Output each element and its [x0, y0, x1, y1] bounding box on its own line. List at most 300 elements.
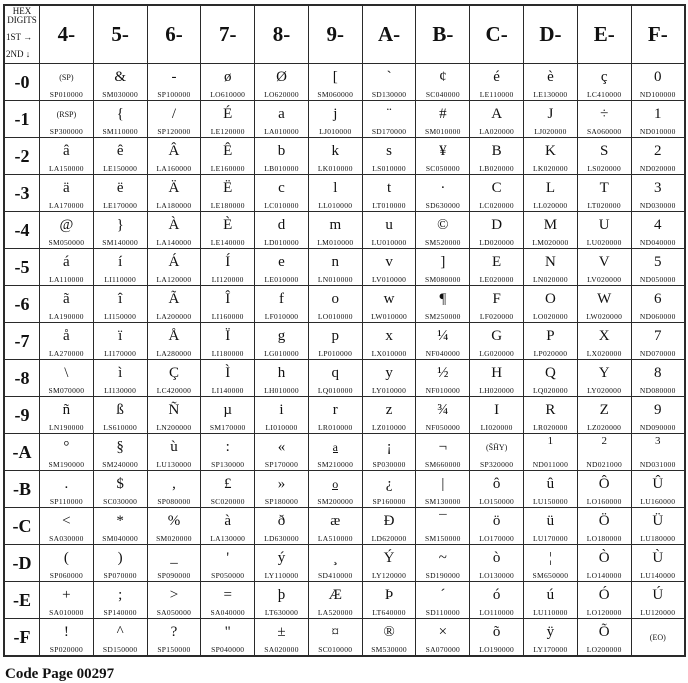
character-glyph: F	[492, 291, 501, 307]
gcgid-code: LT010000	[372, 201, 406, 210]
character-glyph: b	[277, 143, 286, 159]
cell-70	[201, 64, 255, 101]
cell-content	[578, 434, 631, 470]
gcgid-code: SM030000	[102, 90, 139, 99]
cell-46	[40, 286, 94, 323]
character-glyph: Ê	[223, 143, 233, 159]
gcgid-code: LC410000	[586, 90, 622, 99]
cell-C7	[470, 323, 524, 360]
character-glyph: ©	[437, 217, 449, 233]
cell-E4	[577, 212, 631, 249]
cell-content	[94, 397, 147, 433]
gcgid-code: LV020000	[587, 275, 622, 284]
gcgid-code: LA140000	[156, 238, 192, 247]
gcgid-code: LA170000	[48, 201, 84, 210]
gcgid-code: LN200000	[156, 423, 192, 432]
cell-66	[147, 286, 201, 323]
cell-99	[308, 397, 362, 434]
character-glyph: a	[332, 440, 338, 454]
character-glyph: ¦	[548, 550, 552, 566]
gcgid-code: SP030000	[372, 460, 406, 469]
gcgid-code: NF040000	[425, 349, 461, 358]
cell-F7	[631, 323, 685, 360]
cell-8B	[255, 471, 309, 508]
cell-content	[632, 508, 684, 544]
cell-content	[470, 619, 523, 655]
gcgid-code: ND021000	[586, 460, 623, 469]
cell-content	[470, 323, 523, 359]
cell-40	[40, 64, 94, 101]
gcgid-code: LO130000	[479, 571, 515, 580]
cell-content	[201, 249, 254, 285]
cell-6E	[147, 582, 201, 619]
cell-44	[40, 212, 94, 249]
cell-86	[255, 286, 309, 323]
gcgid-code: LQ020000	[532, 386, 568, 395]
cell-content	[416, 286, 469, 322]
cell-B3	[416, 175, 470, 212]
cell-E5	[577, 249, 631, 286]
character-glyph: ¸	[332, 550, 338, 566]
cell-AA	[362, 434, 416, 471]
gcgid-code: SM080000	[424, 275, 461, 284]
cell-content	[309, 545, 362, 581]
cell-content	[578, 545, 631, 581]
gcgid-code: SP110000	[49, 497, 83, 506]
character-glyph: æ	[330, 513, 341, 529]
character-glyph: "	[224, 624, 231, 640]
cell-BA	[416, 434, 470, 471]
column-header-5: 5-	[93, 5, 147, 64]
cell-8C	[255, 508, 309, 545]
character-glyph: s	[386, 143, 392, 159]
gcgid-code: LP010000	[318, 349, 353, 358]
character-glyph: o	[331, 291, 340, 307]
table-row-8	[4, 360, 685, 397]
gcgid-code: LI120000	[211, 275, 244, 284]
character-glyph: 2	[654, 143, 662, 159]
cell-content	[363, 508, 416, 544]
gcgid-code: LU170000	[532, 534, 568, 543]
gcgid-code: SM210000	[317, 460, 354, 469]
cell-D7	[524, 323, 578, 360]
character-glyph: [	[332, 69, 338, 85]
character-glyph: :	[225, 439, 230, 455]
gcgid-code: LZ020000	[587, 423, 622, 432]
gcgid-code: SP040000	[211, 645, 245, 654]
first-digit-arrow: 1ST →	[6, 32, 33, 42]
gcgid-code: LT630000	[264, 608, 299, 617]
cell-content	[94, 64, 147, 100]
cell-content	[201, 175, 254, 211]
gcgid-code: SA030000	[49, 534, 84, 543]
cell-B7	[416, 323, 470, 360]
cell-content	[94, 471, 147, 507]
cell-content	[578, 64, 631, 100]
cell-content	[201, 101, 254, 137]
cell-AC	[362, 508, 416, 545]
cell-EF	[577, 619, 631, 657]
cell-content	[416, 582, 469, 618]
cell-4F	[40, 619, 94, 657]
character-glyph: U	[598, 217, 610, 233]
gcgid-code: ND011000	[532, 460, 569, 469]
cell-content	[201, 619, 254, 655]
cell-84	[255, 212, 309, 249]
cell-content	[201, 397, 254, 433]
gcgid-code: SP300000	[49, 127, 84, 136]
cell-64	[147, 212, 201, 249]
character-glyph: Y	[598, 365, 610, 381]
cell-A5	[362, 249, 416, 286]
character-glyph: (S̄H̄Y)	[485, 443, 508, 452]
cell-88	[255, 360, 309, 397]
cell-content	[148, 323, 201, 359]
cell-A3	[362, 175, 416, 212]
cell-E8	[577, 360, 631, 397]
character-glyph: M	[543, 217, 558, 233]
gcgid-code: SP070000	[103, 571, 137, 580]
gcgid-code: ND030000	[639, 201, 676, 210]
cell-content	[524, 619, 577, 655]
cell-61	[147, 101, 201, 138]
cell-content	[524, 64, 577, 100]
row-header-4: -4	[4, 212, 40, 249]
cell-content	[470, 212, 523, 248]
cell-content	[148, 545, 201, 581]
row-header-E: -E	[4, 582, 40, 619]
gcgid-code: LB020000	[479, 164, 514, 173]
character-glyph: ã	[63, 291, 70, 307]
gcgid-code: SM190000	[48, 460, 85, 469]
character-glyph: I	[494, 402, 500, 418]
cell-8F	[255, 619, 309, 657]
table-row-E	[4, 582, 685, 619]
gcgid-code: SM020000	[156, 534, 192, 543]
gcgid-code: ND010000	[639, 127, 676, 136]
cell-BC	[416, 508, 470, 545]
gcgid-code: LY020000	[587, 386, 622, 395]
gcgid-code: LG010000	[264, 349, 299, 358]
character-glyph: Ù	[652, 550, 664, 566]
cell-D8	[524, 360, 578, 397]
cell-F8	[631, 360, 685, 397]
gcgid-code: LE010000	[264, 275, 299, 284]
character-glyph: h	[277, 365, 286, 381]
cell-D6	[524, 286, 578, 323]
gcgid-code: LO170000	[479, 534, 515, 543]
cell-75	[201, 249, 255, 286]
character-glyph: L	[545, 180, 555, 196]
gcgid-code: LA020000	[479, 127, 515, 136]
cell-D0	[524, 64, 578, 101]
gcgid-code: LX010000	[371, 349, 407, 358]
gcgid-code: LU110000	[533, 608, 568, 617]
cell-F2	[631, 138, 685, 175]
gcgid-code: SM250000	[424, 312, 461, 321]
cell-content	[255, 138, 308, 174]
character-glyph: (RSP)	[56, 110, 77, 119]
gcgid-code: SA040000	[210, 608, 245, 617]
character-glyph: ,	[172, 476, 176, 492]
character-glyph: O	[545, 291, 556, 307]
cell-DE	[524, 582, 578, 619]
cell-content	[148, 138, 201, 174]
cell-55	[93, 249, 147, 286]
cell-content	[363, 545, 416, 581]
cell-6C	[147, 508, 201, 545]
cell-E0	[577, 64, 631, 101]
cell-D3	[524, 175, 578, 212]
cell-DD	[524, 545, 578, 582]
cell-content	[201, 471, 254, 507]
character-glyph: Á	[168, 254, 180, 270]
second-digit-arrow: 2ND ↓	[6, 49, 31, 59]
cell-67	[147, 323, 201, 360]
cell-60	[147, 64, 201, 101]
cell-FF	[631, 619, 685, 657]
character-glyph: ý	[277, 550, 286, 566]
cell-58	[93, 360, 147, 397]
cell-content	[632, 471, 684, 507]
gcgid-code: LP020000	[533, 349, 568, 358]
gcgid-code: ND070000	[639, 349, 676, 358]
cell-content	[470, 508, 523, 544]
column-header-A: A-	[362, 5, 416, 64]
cell-81	[255, 101, 309, 138]
cell-72	[201, 138, 255, 175]
character-glyph: ;	[118, 587, 123, 603]
cell-content	[363, 249, 416, 285]
character-glyph: þ	[277, 587, 286, 603]
cell-content	[524, 249, 577, 285]
cell-content	[416, 175, 469, 211]
cell-content	[148, 397, 201, 433]
gcgid-code: LA150000	[48, 164, 84, 173]
gcgid-code: LA510000	[317, 534, 353, 543]
cell-content	[632, 286, 684, 322]
cell-content	[255, 582, 308, 618]
gcgid-code: LO110000	[479, 608, 514, 617]
cell-EA	[577, 434, 631, 471]
cell-content	[94, 138, 147, 174]
cell-content	[363, 471, 416, 507]
character-glyph: È	[223, 217, 233, 233]
cell-AD	[362, 545, 416, 582]
gcgid-code: LI170000	[104, 349, 137, 358]
cell-content	[470, 397, 523, 433]
gcgid-code: SP180000	[264, 497, 299, 506]
gcgid-code: LI010000	[265, 423, 298, 432]
cell-content	[578, 360, 631, 396]
gcgid-code: LU180000	[640, 534, 676, 543]
character-glyph: ì	[118, 365, 123, 381]
character-glyph: ö	[492, 513, 501, 529]
gcgid-code: LI110000	[104, 275, 137, 284]
cell-content	[40, 582, 93, 618]
character-glyph: ï	[118, 328, 123, 344]
cell-content	[148, 508, 201, 544]
cell-97	[308, 323, 362, 360]
column-header-9: 9-	[308, 5, 362, 64]
gcgid-code: SM150000	[424, 534, 461, 543]
gcgid-code: LB010000	[264, 164, 299, 173]
cell-content	[524, 323, 577, 359]
cell-content	[255, 323, 308, 359]
table-body	[4, 64, 685, 657]
cell-92	[308, 138, 362, 175]
gcgid-code: LI020000	[480, 423, 513, 432]
cell-content	[94, 619, 147, 655]
cell-BB	[416, 471, 470, 508]
character-glyph: q	[331, 365, 340, 381]
gcgid-code: LA130000	[210, 534, 246, 543]
gcgid-code: ND050000	[639, 275, 676, 284]
hex-label-line2: DIGITS	[7, 15, 37, 25]
gcgid-code: LN020000	[532, 275, 568, 284]
gcgid-code: LZ010000	[372, 423, 407, 432]
gcgid-code: SD190000	[425, 571, 461, 580]
cell-C4	[470, 212, 524, 249]
cell-63	[147, 175, 201, 212]
gcgid-code: LC010000	[264, 201, 299, 210]
character-glyph: i	[279, 402, 284, 418]
cell-content	[148, 175, 201, 211]
cell-content	[470, 471, 523, 507]
cell-90	[308, 64, 362, 101]
cell-content	[416, 64, 469, 100]
character-glyph: Â	[168, 143, 180, 159]
character-glyph: ê	[116, 143, 124, 159]
character-glyph: ·	[440, 180, 446, 196]
character-glyph: Å	[168, 328, 180, 344]
cell-77	[201, 323, 255, 360]
gcgid-code: LA160000	[156, 164, 192, 173]
character-glyph: »	[277, 476, 286, 492]
cell-content	[94, 360, 147, 396]
cell-B5	[416, 249, 470, 286]
cell-content	[363, 286, 416, 322]
cell-94	[308, 212, 362, 249]
character-glyph: T	[599, 180, 609, 196]
cell-A6	[362, 286, 416, 323]
character-glyph: j	[333, 106, 338, 122]
character-glyph: R	[545, 402, 556, 418]
table-row-6	[4, 286, 685, 323]
gcgid-code: LX020000	[586, 349, 622, 358]
gcgid-code: LK010000	[317, 164, 353, 173]
gcgid-code: LC420000	[156, 386, 192, 395]
cell-content	[632, 397, 684, 433]
cell-content	[255, 175, 308, 211]
character-glyph: Õ	[598, 624, 610, 640]
character-glyph: ñ	[62, 402, 71, 418]
character-glyph: ß	[116, 402, 124, 418]
character-glyph: E	[492, 254, 502, 270]
character-glyph: Ò	[598, 550, 610, 566]
column-header-D: D-	[524, 5, 578, 64]
cell-52	[93, 138, 147, 175]
cell-4B	[40, 471, 94, 508]
gcgid-code: LL010000	[318, 201, 353, 210]
cell-content	[578, 508, 631, 544]
character-glyph: /	[171, 106, 177, 122]
gcgid-code: LA120000	[156, 275, 192, 284]
character-glyph: =	[223, 587, 232, 603]
gcgid-code: LM010000	[317, 238, 354, 247]
character-glyph: Ú	[652, 587, 664, 603]
cell-content	[524, 138, 577, 174]
character-glyph: +	[62, 587, 71, 603]
character-glyph: Û	[652, 476, 664, 492]
gcgid-code: LA190000	[48, 312, 84, 321]
gcgid-code: SP130000	[211, 460, 245, 469]
cell-content	[40, 545, 93, 581]
cell-content	[201, 323, 254, 359]
table-row-B	[4, 471, 685, 508]
gcgid-code: ND100000	[639, 90, 676, 99]
cell-content	[40, 212, 93, 248]
cell-content	[524, 545, 577, 581]
cell-DB	[524, 471, 578, 508]
cell-content	[632, 175, 684, 211]
cell-content	[578, 101, 631, 137]
cell-4A	[40, 434, 94, 471]
cell-content	[255, 64, 308, 100]
character-glyph: y	[385, 365, 393, 381]
gcgid-code: LN010000	[317, 275, 353, 284]
cell-content	[578, 471, 631, 507]
character-glyph: Ã	[168, 291, 180, 307]
character-glyph: B	[491, 143, 502, 159]
character-glyph: ¡	[386, 439, 392, 455]
character-glyph: Ö	[598, 513, 610, 529]
cell-content	[632, 323, 684, 359]
character-glyph: $	[116, 476, 124, 492]
cell-content	[416, 545, 469, 581]
character-glyph: ø	[223, 69, 232, 85]
character-glyph: X	[598, 328, 610, 344]
cell-7D	[201, 545, 255, 582]
gcgid-code: LK020000	[532, 164, 568, 173]
cell-C1	[470, 101, 524, 138]
cell-content	[255, 434, 308, 470]
gcgid-code: SP080000	[157, 497, 191, 506]
cell-BD	[416, 545, 470, 582]
cell-E3	[577, 175, 631, 212]
gcgid-code: SA020000	[264, 645, 299, 654]
cell-E6	[577, 286, 631, 323]
gcgid-code: SM040000	[102, 534, 139, 543]
character-glyph: Ï	[225, 328, 231, 344]
cell-content	[363, 619, 416, 655]
character-glyph: û	[546, 476, 555, 492]
gcgid-code: SA060000	[586, 127, 622, 136]
character-glyph: î	[118, 291, 123, 307]
row-header-9: -9	[4, 397, 40, 434]
cell-content	[148, 249, 201, 285]
cell-content	[148, 360, 201, 396]
character-glyph: õ	[492, 624, 501, 640]
gcgid-code: LM020000	[532, 238, 569, 247]
cell-content	[363, 323, 416, 359]
cell-content	[255, 212, 308, 248]
gcgid-code: ND031000	[639, 460, 676, 469]
cell-C9	[470, 397, 524, 434]
cell-content	[148, 434, 201, 470]
hex-digits-corner-inner	[5, 6, 39, 63]
gcgid-code: SA010000	[49, 608, 84, 617]
